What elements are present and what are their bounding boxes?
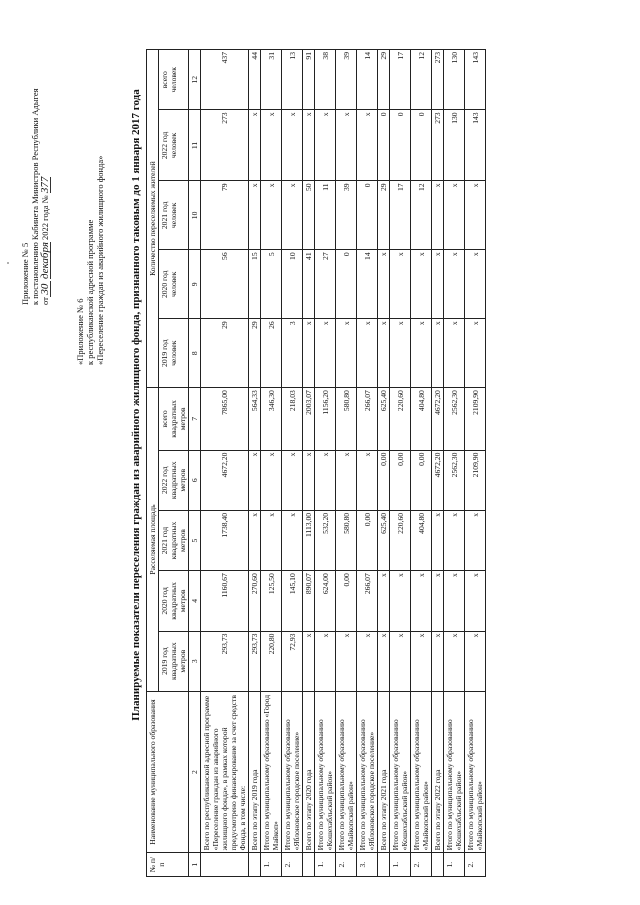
value-cell: x xyxy=(390,631,411,691)
col-number: 10 xyxy=(189,181,201,250)
value-cell: x xyxy=(444,631,465,691)
value-cell: 29 xyxy=(249,319,261,388)
value-cell: x xyxy=(444,250,465,319)
page-title: Планируемые показатели переселения граждан из аварийного жилищного фонда, признанного таковым до 1 января 2017 года xyxy=(130,89,142,721)
value-cell: 564,33 xyxy=(249,388,261,450)
col-number: 5 xyxy=(189,510,201,570)
value-cell: x xyxy=(444,510,465,570)
appendix-decree: к постановлению Кабинета Министров Республики Адыгея xyxy=(30,88,40,305)
table-row xyxy=(378,50,390,877)
value-cell: 143 xyxy=(465,50,486,110)
value-cell: x xyxy=(378,319,390,388)
value-cell: x xyxy=(315,319,336,388)
value-cell: 625,40 xyxy=(378,510,390,570)
value-cell: 2109,90 xyxy=(465,450,486,510)
table-row xyxy=(303,50,315,877)
area-col-header: 2020 год квадратных метров xyxy=(159,571,189,631)
row-name: Итого по муниципальному образованию «Кошехабльский район» xyxy=(390,691,411,853)
header-row-numbers xyxy=(189,50,201,877)
value-cell: x xyxy=(444,571,465,631)
table-row xyxy=(465,50,486,877)
value-cell: x xyxy=(432,631,444,691)
col-number: 9 xyxy=(189,250,201,319)
value-cell: 346,30 xyxy=(261,388,282,450)
value-cell: 437 xyxy=(201,50,249,110)
col-number: 6 xyxy=(189,450,201,510)
value-cell: 17 xyxy=(390,181,411,250)
value-cell: 218,03 xyxy=(282,388,303,450)
value-cell: x xyxy=(336,110,357,181)
value-cell: 130 xyxy=(444,110,465,181)
value-cell: x xyxy=(315,110,336,181)
value-cell: 29 xyxy=(378,50,390,110)
table-row xyxy=(390,50,411,877)
value-cell: x xyxy=(465,571,486,631)
people-col-header: 2022 год человек xyxy=(159,110,189,181)
value-cell: 0 xyxy=(336,250,357,319)
row-number: 2. xyxy=(282,853,303,877)
value-cell: 11 xyxy=(315,181,336,250)
value-cell: x xyxy=(303,110,315,181)
value-cell: 29 xyxy=(378,181,390,250)
appendix-header xyxy=(20,15,51,305)
table-row xyxy=(282,50,303,877)
table-row xyxy=(249,50,261,877)
table-row xyxy=(315,50,336,877)
value-cell: 29 xyxy=(201,319,249,388)
value-cell: 39 xyxy=(336,50,357,110)
row-number xyxy=(303,853,315,877)
value-cell: x xyxy=(378,571,390,631)
row-name: Итого по муниципальному образованию «Майкопский район» xyxy=(336,691,357,853)
col-number: 4 xyxy=(189,571,201,631)
row-name: Итого по муниципальному образованию «Кошехабльский район» xyxy=(315,691,336,853)
value-cell: 125,50 xyxy=(261,571,282,631)
value-cell: x xyxy=(432,510,444,570)
value-cell: 4672,20 xyxy=(432,450,444,510)
value-cell: 72,93 xyxy=(282,631,303,691)
value-cell: x xyxy=(282,110,303,181)
people-col-header: всего человек xyxy=(159,50,189,110)
table-row xyxy=(201,50,249,877)
value-cell: 0 xyxy=(378,110,390,181)
value-cell: 293,73 xyxy=(201,631,249,691)
value-cell: x xyxy=(315,631,336,691)
value-cell: 10 xyxy=(282,250,303,319)
row-number: 1. xyxy=(261,853,282,877)
value-cell: x xyxy=(282,510,303,570)
row-number: 2. xyxy=(411,853,432,877)
value-cell: x xyxy=(390,250,411,319)
row-number: 1. xyxy=(390,853,411,877)
value-cell: 0,00 xyxy=(378,450,390,510)
row-name: Итого по муниципальному образованию «Яблоновское городское поселение» xyxy=(282,691,303,853)
value-cell: 220,60 xyxy=(390,510,411,570)
value-cell: x xyxy=(444,181,465,250)
col-number: 2 xyxy=(189,691,201,853)
value-cell: 1156,20 xyxy=(315,388,336,450)
area-col-header: 2022 год квадратных метров xyxy=(159,450,189,510)
col-number: 3 xyxy=(189,631,201,691)
table-row xyxy=(444,50,465,877)
col-number: 7 xyxy=(189,388,201,450)
row-name: Всего по этапу 2019 года xyxy=(249,691,261,853)
value-cell: x xyxy=(390,319,411,388)
value-cell: 220,60 xyxy=(390,388,411,450)
value-cell: x xyxy=(249,450,261,510)
value-cell: x xyxy=(465,181,486,250)
col-number: 12 xyxy=(189,50,201,110)
value-cell: x xyxy=(378,631,390,691)
row-number xyxy=(201,853,249,877)
value-cell: x xyxy=(303,631,315,691)
row-number: 1. xyxy=(315,853,336,877)
value-cell: x xyxy=(282,450,303,510)
value-cell: 580,80 xyxy=(336,510,357,570)
table-row xyxy=(357,50,378,877)
value-cell: 2562,30 xyxy=(444,388,465,450)
row-number xyxy=(378,853,390,877)
value-cell: x xyxy=(378,250,390,319)
value-cell: 2003,07 xyxy=(303,388,315,450)
value-cell: 0,00 xyxy=(390,450,411,510)
area-group-header: Расселяемая площадь xyxy=(147,388,159,692)
table-row xyxy=(432,50,444,877)
value-cell: 56 xyxy=(201,250,249,319)
value-cell: 270,60 xyxy=(249,571,261,631)
value-cell: 266,07 xyxy=(357,571,378,631)
date-month: декабря xyxy=(39,242,51,280)
value-cell: 0 xyxy=(411,110,432,181)
value-cell: 2562,30 xyxy=(444,450,465,510)
value-cell: 0 xyxy=(357,181,378,250)
row-number: 2. xyxy=(336,853,357,877)
value-cell: 0,00 xyxy=(336,571,357,631)
value-cell: 404,80 xyxy=(411,510,432,570)
value-cell: 0 xyxy=(390,110,411,181)
table-row xyxy=(411,50,432,877)
value-cell: x xyxy=(315,450,336,510)
value-cell: x xyxy=(357,631,378,691)
row-name: Всего по этапу 2020 года xyxy=(303,691,315,853)
value-cell: 17 xyxy=(390,50,411,110)
value-cell: 13 xyxy=(282,50,303,110)
row-number: 1. xyxy=(444,853,465,877)
program-header: «Приложение № 6 к республиканской адресной программе «Переселение граждан из аварийного жилищного фонда» xyxy=(75,155,105,365)
value-cell: 31 xyxy=(261,50,282,110)
value-cell: 12 xyxy=(411,50,432,110)
appendix-date: от30 декабря 2022 года № 377 xyxy=(39,176,51,305)
row-name: Итого по муниципальному образованию «Кошехабльский район» xyxy=(444,691,465,853)
col-name-header: Наименование муниципального образования xyxy=(147,691,189,853)
value-cell: x xyxy=(336,319,357,388)
value-cell: x xyxy=(303,450,315,510)
value-cell: x xyxy=(357,450,378,510)
value-cell: x xyxy=(432,181,444,250)
value-cell: x xyxy=(282,181,303,250)
value-cell: x xyxy=(357,110,378,181)
value-cell: 27 xyxy=(315,250,336,319)
row-name: Итого по муниципальному образованию «Город Майкоп» xyxy=(261,691,282,853)
row-number xyxy=(249,853,261,877)
col-number: 11 xyxy=(189,110,201,181)
value-cell: 50 xyxy=(303,181,315,250)
value-cell: x xyxy=(411,571,432,631)
value-cell: 266,07 xyxy=(357,388,378,450)
value-cell: x xyxy=(411,250,432,319)
date-day: 30 xyxy=(40,281,51,297)
value-cell: 890,07 xyxy=(303,571,315,631)
value-cell: 0,00 xyxy=(357,510,378,570)
value-cell: 44 xyxy=(249,50,261,110)
value-cell: x xyxy=(465,510,486,570)
value-cell: 91 xyxy=(303,50,315,110)
value-cell: x xyxy=(357,319,378,388)
header-row-groups xyxy=(147,50,159,877)
value-cell: x xyxy=(261,110,282,181)
value-cell: x xyxy=(249,110,261,181)
value-cell: x xyxy=(261,450,282,510)
table-row xyxy=(261,50,282,877)
value-cell: 5 xyxy=(261,250,282,319)
value-cell: 143 xyxy=(465,110,486,181)
value-cell: 79 xyxy=(201,181,249,250)
value-cell: 273 xyxy=(201,110,249,181)
row-number xyxy=(432,853,444,877)
people-col-header: 2021 год человек xyxy=(159,181,189,250)
col-num-header: № п/п xyxy=(147,853,189,877)
value-cell: 580,80 xyxy=(336,388,357,450)
value-cell: 625,40 xyxy=(378,388,390,450)
people-group-header: Количество переселяемых жителей xyxy=(147,50,159,388)
value-cell: x xyxy=(411,631,432,691)
value-cell: 404,80 xyxy=(411,388,432,450)
value-cell: x xyxy=(465,250,486,319)
value-cell: x xyxy=(432,250,444,319)
value-cell: 145,10 xyxy=(282,571,303,631)
value-cell: 0,00 xyxy=(411,450,432,510)
value-cell: 2109,90 xyxy=(465,388,486,450)
value-cell: x xyxy=(465,631,486,691)
value-cell: x xyxy=(249,510,261,570)
value-cell: 3 xyxy=(282,319,303,388)
value-cell: 4672,20 xyxy=(201,450,249,510)
people-col-header: 2019 год человек xyxy=(159,319,189,388)
area-col-header: 2019 год квадратных метров xyxy=(159,631,189,691)
value-cell: x xyxy=(411,319,432,388)
value-cell: 1160,67 xyxy=(201,571,249,631)
col-number: 1 xyxy=(189,853,201,877)
value-cell: 41 xyxy=(303,250,315,319)
row-name: Всего по этапу 2022 года xyxy=(432,691,444,853)
row-name: Итого по муниципальному образованию «Яблоновское городское поселение» xyxy=(357,691,378,853)
area-col-header: всего квадратных метров xyxy=(159,388,189,450)
value-cell: x xyxy=(465,319,486,388)
value-cell: 15 xyxy=(249,250,261,319)
value-cell: x xyxy=(336,631,357,691)
value-cell: 26 xyxy=(261,319,282,388)
value-cell: x xyxy=(390,571,411,631)
value-cell: 12 xyxy=(411,181,432,250)
appendix-number: Приложение № 5 xyxy=(20,242,30,305)
value-cell: 220,80 xyxy=(261,631,282,691)
value-cell: 14 xyxy=(357,50,378,110)
value-cell: 1113,00 xyxy=(303,510,315,570)
area-col-header: 2021 год квадратных метров xyxy=(159,510,189,570)
value-cell: 39 xyxy=(336,181,357,250)
value-cell: x xyxy=(261,181,282,250)
value-cell: x xyxy=(261,510,282,570)
value-cell: 532,20 xyxy=(315,510,336,570)
value-cell: 293,73 xyxy=(249,631,261,691)
people-col-header: 2020 год человек xyxy=(159,250,189,319)
value-cell: 38 xyxy=(315,50,336,110)
row-number: 2. xyxy=(465,853,486,877)
decree-number: 377 xyxy=(39,176,51,194)
value-cell: 7865,00 xyxy=(201,388,249,450)
value-cell: x xyxy=(444,319,465,388)
value-cell: 624,00 xyxy=(315,571,336,631)
row-name: Всего по этапу 2021 года xyxy=(378,691,390,853)
table-row xyxy=(336,50,357,877)
row-name: Итого по муниципальному образованию «Майкопский район» xyxy=(411,691,432,853)
value-cell: x xyxy=(432,319,444,388)
resettlement-table xyxy=(146,49,486,877)
value-cell: 1738,40 xyxy=(201,510,249,570)
value-cell: x xyxy=(249,181,261,250)
value-cell: 273 xyxy=(432,110,444,181)
value-cell: x xyxy=(336,450,357,510)
row-name: Всего по республиканской адресной программе «Переселение граждан из аварийного жилищного фонда», в рамках которой предусмотрено финансирование за счет средств Фонда, в том числе: xyxy=(201,691,249,853)
row-number: 3. xyxy=(357,853,378,877)
value-cell: 4672,20 xyxy=(432,388,444,450)
value-cell: 14 xyxy=(357,250,378,319)
col-number: 8 xyxy=(189,319,201,388)
table-body xyxy=(201,50,486,877)
value-cell: x xyxy=(303,319,315,388)
value-cell: x xyxy=(432,571,444,631)
value-cell: 130 xyxy=(444,50,465,110)
row-name: Итого по муниципальному образованию «Майкопский район» xyxy=(465,691,486,853)
value-cell: 273 xyxy=(432,50,444,110)
